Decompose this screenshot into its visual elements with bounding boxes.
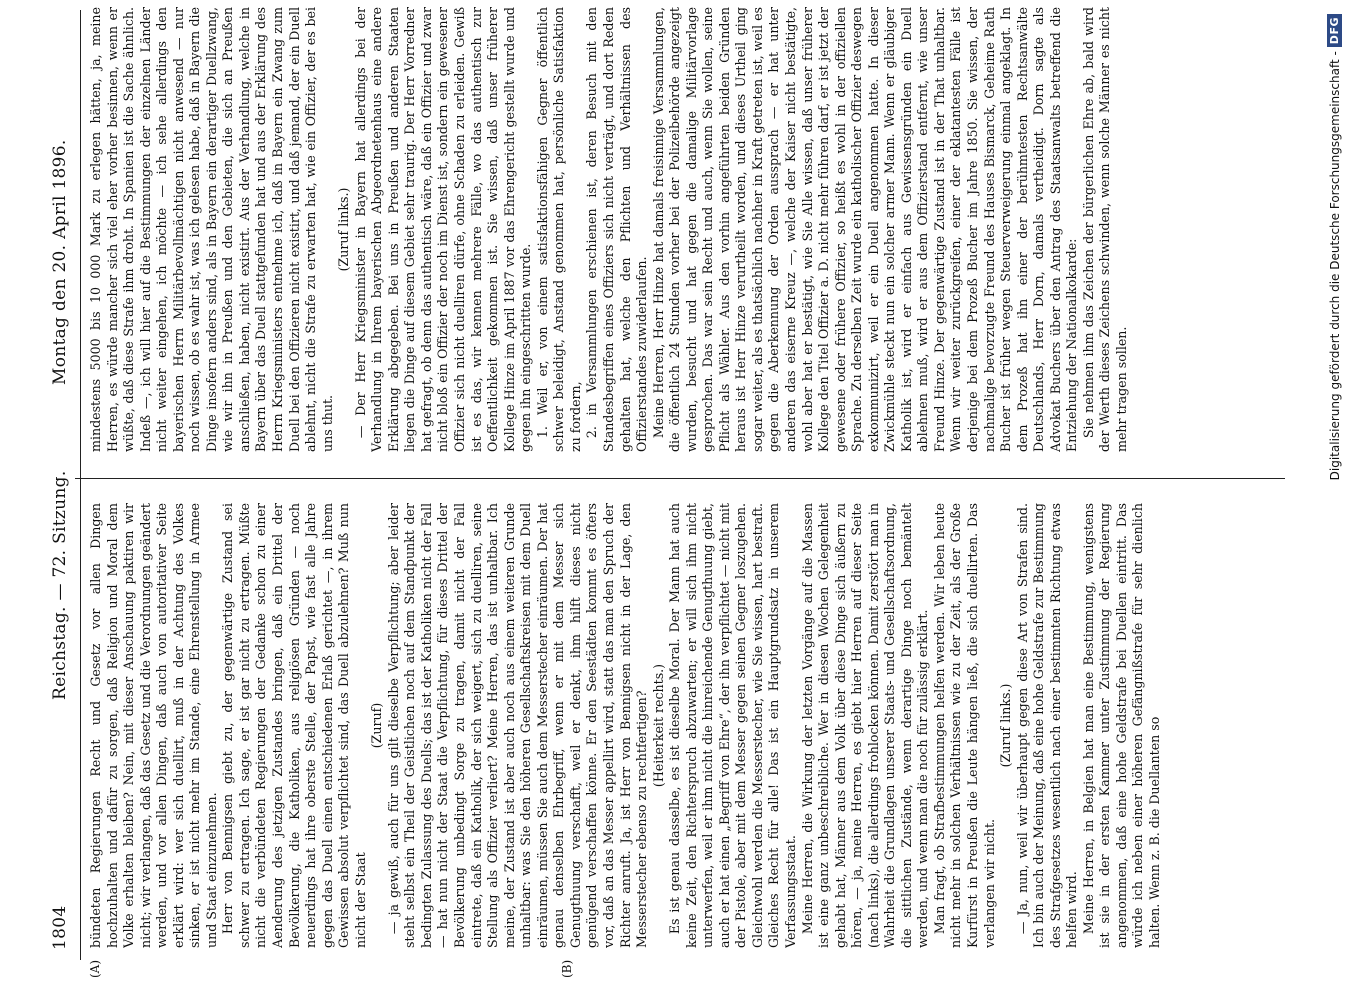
paragraph: Man fragt, ob Strafbestimmungen helfen werden. Wir leben heute nicht mehr in solchen Verhältnissen wie zu der Zeit, als der Große Kurfürst in Preußen die Leute hängen ließ, die sich duellirten. Das verlangen wir nicht. [931, 503, 997, 948]
column-divider [75, 478, 1285, 479]
numbered-item: 2. in Versammlungen erschienen ist, deren Besuch mit den Standesbegriffen eines Offiziers sich nicht verträgt, und dort Reden gehalten hat, welche den Pflichten und Verhältnissen des Offizierstandes zuwiderlaufen. [584, 7, 650, 452]
digitization-credit [1316, 0, 1353, 1000]
numbered-item: 1. Weil er, von einem satisfaktionsfähigen Gegner öffentlich schwer beleidigt, Anstand genommen hat, persönliche Satisfaktion zu fordern, [534, 7, 583, 452]
header-rule [80, 10, 81, 960]
paragraph: — Der Herr Kriegsminister in Bayern hat allerdings bei der Verhandlung in Ihrem bayerischen Abgeordnetenhaus eine andere Erklärung abgegeben. Bei uns in Preußen und anderen Staaten liegen die Dinge auf diesem Gebiet sehr traurig. Der Herr Vorredner hat gefragt, ob denn das authentisch wäre, daß ein Offizier und zwar nicht bloß ein Offizier der noch im Dienst ist, sondern ein gewesener Offizier sich nicht duelliren dürfe, ohne Schaden zu erleiden. Gewiß ist es das, wir kennen mehrere Fälle, wo das authentisch zur Oeffentlichkeit gekommen ist. Sie wissen, daß unser früherer Kollege Hinze im April 1887 vor das Ehrengericht gestellt wurde und gegen ihn eingeschritten wurde. [352, 7, 534, 452]
interjection: (Zuruf links.) [336, 187, 352, 272]
paragraph: Meine Herren, in Belgien hat man eine Bestimmung, wenigstens ist sie in der ersten Kammer unter Zustimmung der Regierung angenommen, daß eine hohe Geldstrafe bei Duellen eintritt. Das würde ich neben einer höheren Gefängnißstrafe für sehr dienlich halten. Wenn z. B. die Duellanten so [1080, 503, 1162, 948]
paragraph: mindestens 5000 bis 10 000 Mark zu erlegen hätten, ja, meine Herren, es würde mancher sich viel eher vorher besinnen, wenn er wüßte, daß diese Strafe ihm droht. In Spanien ist die Sache ähnlich. Indeß —, ich will hier auf die Bestimmungen der einzelnen Länder nicht weiter eingehen, ich möchte — ich sehe allerdings den bayerischen Herrn Militärbevollmächtigen nicht anwesend — nur noch wissen, ob es wahr ist, was ich gelesen habe, daß in Bayern die Dinge insofern anders sind, als in Bayern ein derartiger Duellzwang, wie wir ihn in Preußen und den Gebieten, die sich an Preußen anschließen, haben, nicht existirt. Aus der Verhandlung, welche in Bayern über das Duell stattgefunden hat und aus der Erklärung des Herrn Kriegsministers entnehme ich, daß in Bayern ein Zwang zum Duell bei den Offizieren nicht existirt, und daß jemand, der ein Duell ablehnt, nicht die Strafe zu erwarten hat, wie ein Offizier, der es bei uns thut. [88, 7, 335, 452]
quotation: Sie nehmen ihm das Zeichen der bürgerlichen Ehre ab, bald wird der Werth dieses Zeichens schwinden, wenn solche Männer es nicht mehr tragen sollen. [1080, 7, 1129, 452]
credit-text: Digitalisierung gefördert durch die Deutsche Forschungsgemeinschaft - [1327, 51, 1342, 481]
paragraph: Es ist genau dasselbe, es ist dieselbe Moral. Der Mann hat auch keine Zeit, den Richterspruch abzuwarten; er will sich ihm nicht unterwerfen, weil er ihm nicht die hinreichende Genugthuung giebt, auch er hat einen „Begriff von Ehre“, der ihn verpflichtet — nicht mit der Pistole, aber mit dem Messer gegen seinen Gegner loszugehen. Gleichwohl werden die Messerstecher, wie Sie wissen, hart bestraft. Gleiches Recht für alle! Das ist ein Hauptgrundsatz in unserem Verfassungsstaat. [667, 503, 798, 948]
paragraph: — ja gewiß, auch für uns gilt dieselbe Verpflichtung; aber leider steht selbst ein Theil der Geistlichen noch auf dem Standpunkt der bedingten Zulassung des Duells; das ist der Katholiken nicht der Fall — hat nun nicht der Staat die Verpflichtung, für dieses Drittel der Bevölkerung unbedingt Sorge zu tragen, damit nicht der Fall eintrete, daß ein Katholik, der sich weigert, sich zu duelliren, seine Stellung als Offizier verliert? Meine Herren, das ist unhaltbar. Ich meine, der Zustand ist aber auch noch aus einem weiteren Grunde unhaltbar: was Sie den höheren Gesellschaftskreisen mit dem Duell einräumen, müssen Sie auch dem Messerstecher einräumen. Der hat genau denselben Ehrbegriff, wenn er mit dem Messer sich Genugthuung verschafft, weil er denkt, ihm hilft dieses nicht genügend verschaffen könne. Er den Seestädten kommt es öfters vor, daß an das Messer appellirt wird, statt das man den Spruch der Richter anruft. Ja, ist Herr von Bennigsen nicht in der Lage, den Messerstecher ebenso zu rechtfertigen? [385, 503, 650, 948]
interjection: (Zuruf) [369, 702, 385, 749]
page-header [40, 20, 80, 950]
margin-mark-b: (B) [560, 959, 574, 978]
paragraph: Meine Herren, die Wirkung der letzten Vorgänge auf die Massen ist eine ganz unbeschreibliche. Wer in diesen Wochen Gelegenheit gehabt hat, Männer aus dem Volk über diese Dinge sich äußern zu hören, — ja, meine Herren, es giebt hier Herren auf dieser Seite (nach links), die allerdings frohlocken können. Damit zerstört man in Wahrheit die Grundlagen unserer Staats- und Gesellschaftsordnung, die sittlichen Zustände, wenn derartige Dinge noch bemäntelt werden, und wenn man die noch für zulässig erklärt. [799, 503, 931, 948]
dfg-logo: DFG [1327, 14, 1342, 47]
margin-mark-a: (A) [88, 959, 102, 978]
session-date: Montag den 20. April 1896. [50, 139, 70, 385]
right-text-column [88, 7, 1280, 452]
session-title: Reichstag. — 72. Sitzung. [50, 470, 70, 700]
page-number: 1804 [50, 905, 70, 950]
paragraph: — Ja, nun, weil wir überhaupt gegen diese Art von Strafen sind. Ich bin auch der Meinung, daß eine hohe Geldstrafe zur Bestimmung des Strafgesetzes wesentlich nach einer bestimmten Richtung etwas helfen wird. [1014, 503, 1080, 948]
interjection: (Zuruf links.) [998, 683, 1014, 768]
left-text-column [88, 503, 1280, 948]
paragraph: Herr von Bennigsen giebt zu, der gegenwärtige Zustand sei schwer zu ertragen. Ich sage, er ist gar nicht zu ertragen. Müßte nicht die verbündeten Regierungen der Gedanke schon zu einer Aenderung des jetzigen Zustandes bringen, daß ein Drittel der Bevölkerung, die Katholiken, aus religiösen Gründen — noch neuerdings hat ihre oberste Stelle, der Papst, wie fast alle Jahre gegen das Duell einen entschiedenen Erlaß gerichtet —, in ihrem Gewissen absolut verpflichtet sind, das Duell abzulehnen? Muß nun nicht der Staat [220, 503, 368, 948]
interjection: (Heiterkeit rechts.) [650, 663, 666, 788]
paragraph: bündeten Regierungen Recht und Gesetz vor allen Dingen hochzuhalten und dafür zu sorgen, daß Religion und Moral dem Volke erhalten bleiben? Nein, mit dieser Anschauung paktiren wir nicht; wir verlangen, daß das Gesetz und die Verordnungen geändert werden, und vor allen Dingen, daß auch von autoritativer Seite erklärt wird: wer sich duellirt, muß in der Achtung des Volkes sinken, er ist nicht mehr im Stande, eine Ehrenstellung in Armee und Staat einzunehmen. [88, 503, 219, 948]
paragraph: Meine Herren, Herr Hinze hat damals freisinnige Versammlungen, die öffentlich 24 Stunden vorher bei der Polizeibehörde angezeigt wurden, besucht und hat gegen die damalige Militärvorlage gesprochen. Das war sein Recht und auch, wenn Sie wollen, seine Pflicht als Wähler. Aus den vorhin angeführten beiden Gründen heraus ist Herr Hinze verurtheilt worden, und dieses Urtheil ging sogar weiter, als es thatsächlich nachher in Kraft getreten ist, weil es gegen die Aberkennung der Orden aussprach — er hat unter anderen das eiserne Kreuz —, welche der Kaiser nicht bestätigte, wohl aber hat er bestätigt, wie Sie Alle wissen, daß unser früherer Kollege den Titel Offizier a. D. nicht mehr führen darf, er ist jetzt der gewesene oder frühere Offizier, so heißt es wohl in der offiziellen Sprache. Zu derselben Zeit wurde ein katholischer Offizier deswegen exkommunizirt, weil er ein Duell angenommen hatte. In dieser Zwickmühle steckt nun ein solcher armer Mann. Wenn er gläubiger Katholik ist, wird er einfach aus Gewissensgründen ein Duell ablehnen muß, wird er aus dem Offizierstand entfernt, wie unser Freund Hinze. Der gegenwärtige Zustand ist in der That unhaltbar. Wenn wir weiter zurückgreifen, einer der eklatantesten Fälle ist derjenige bei dem Prozeß Bucher im Jahre 1850. Sie wissen, der nachmalige bevorzugte Freund des Hauses Bismarck, Geheime Rath Bucher ist früher wegen Steuerverweigerung einmal angeklagt. In dem Prozeß hat ihn einer der berühmtesten Rechtsanwälte Deutschlands, Herr Dorn, damals vertheidigt. Dorn sagte als Advokat Buchers über den Antrag des Staatsanwalts betreffend die Entziehung der Nationalkokarde: [650, 7, 1080, 452]
